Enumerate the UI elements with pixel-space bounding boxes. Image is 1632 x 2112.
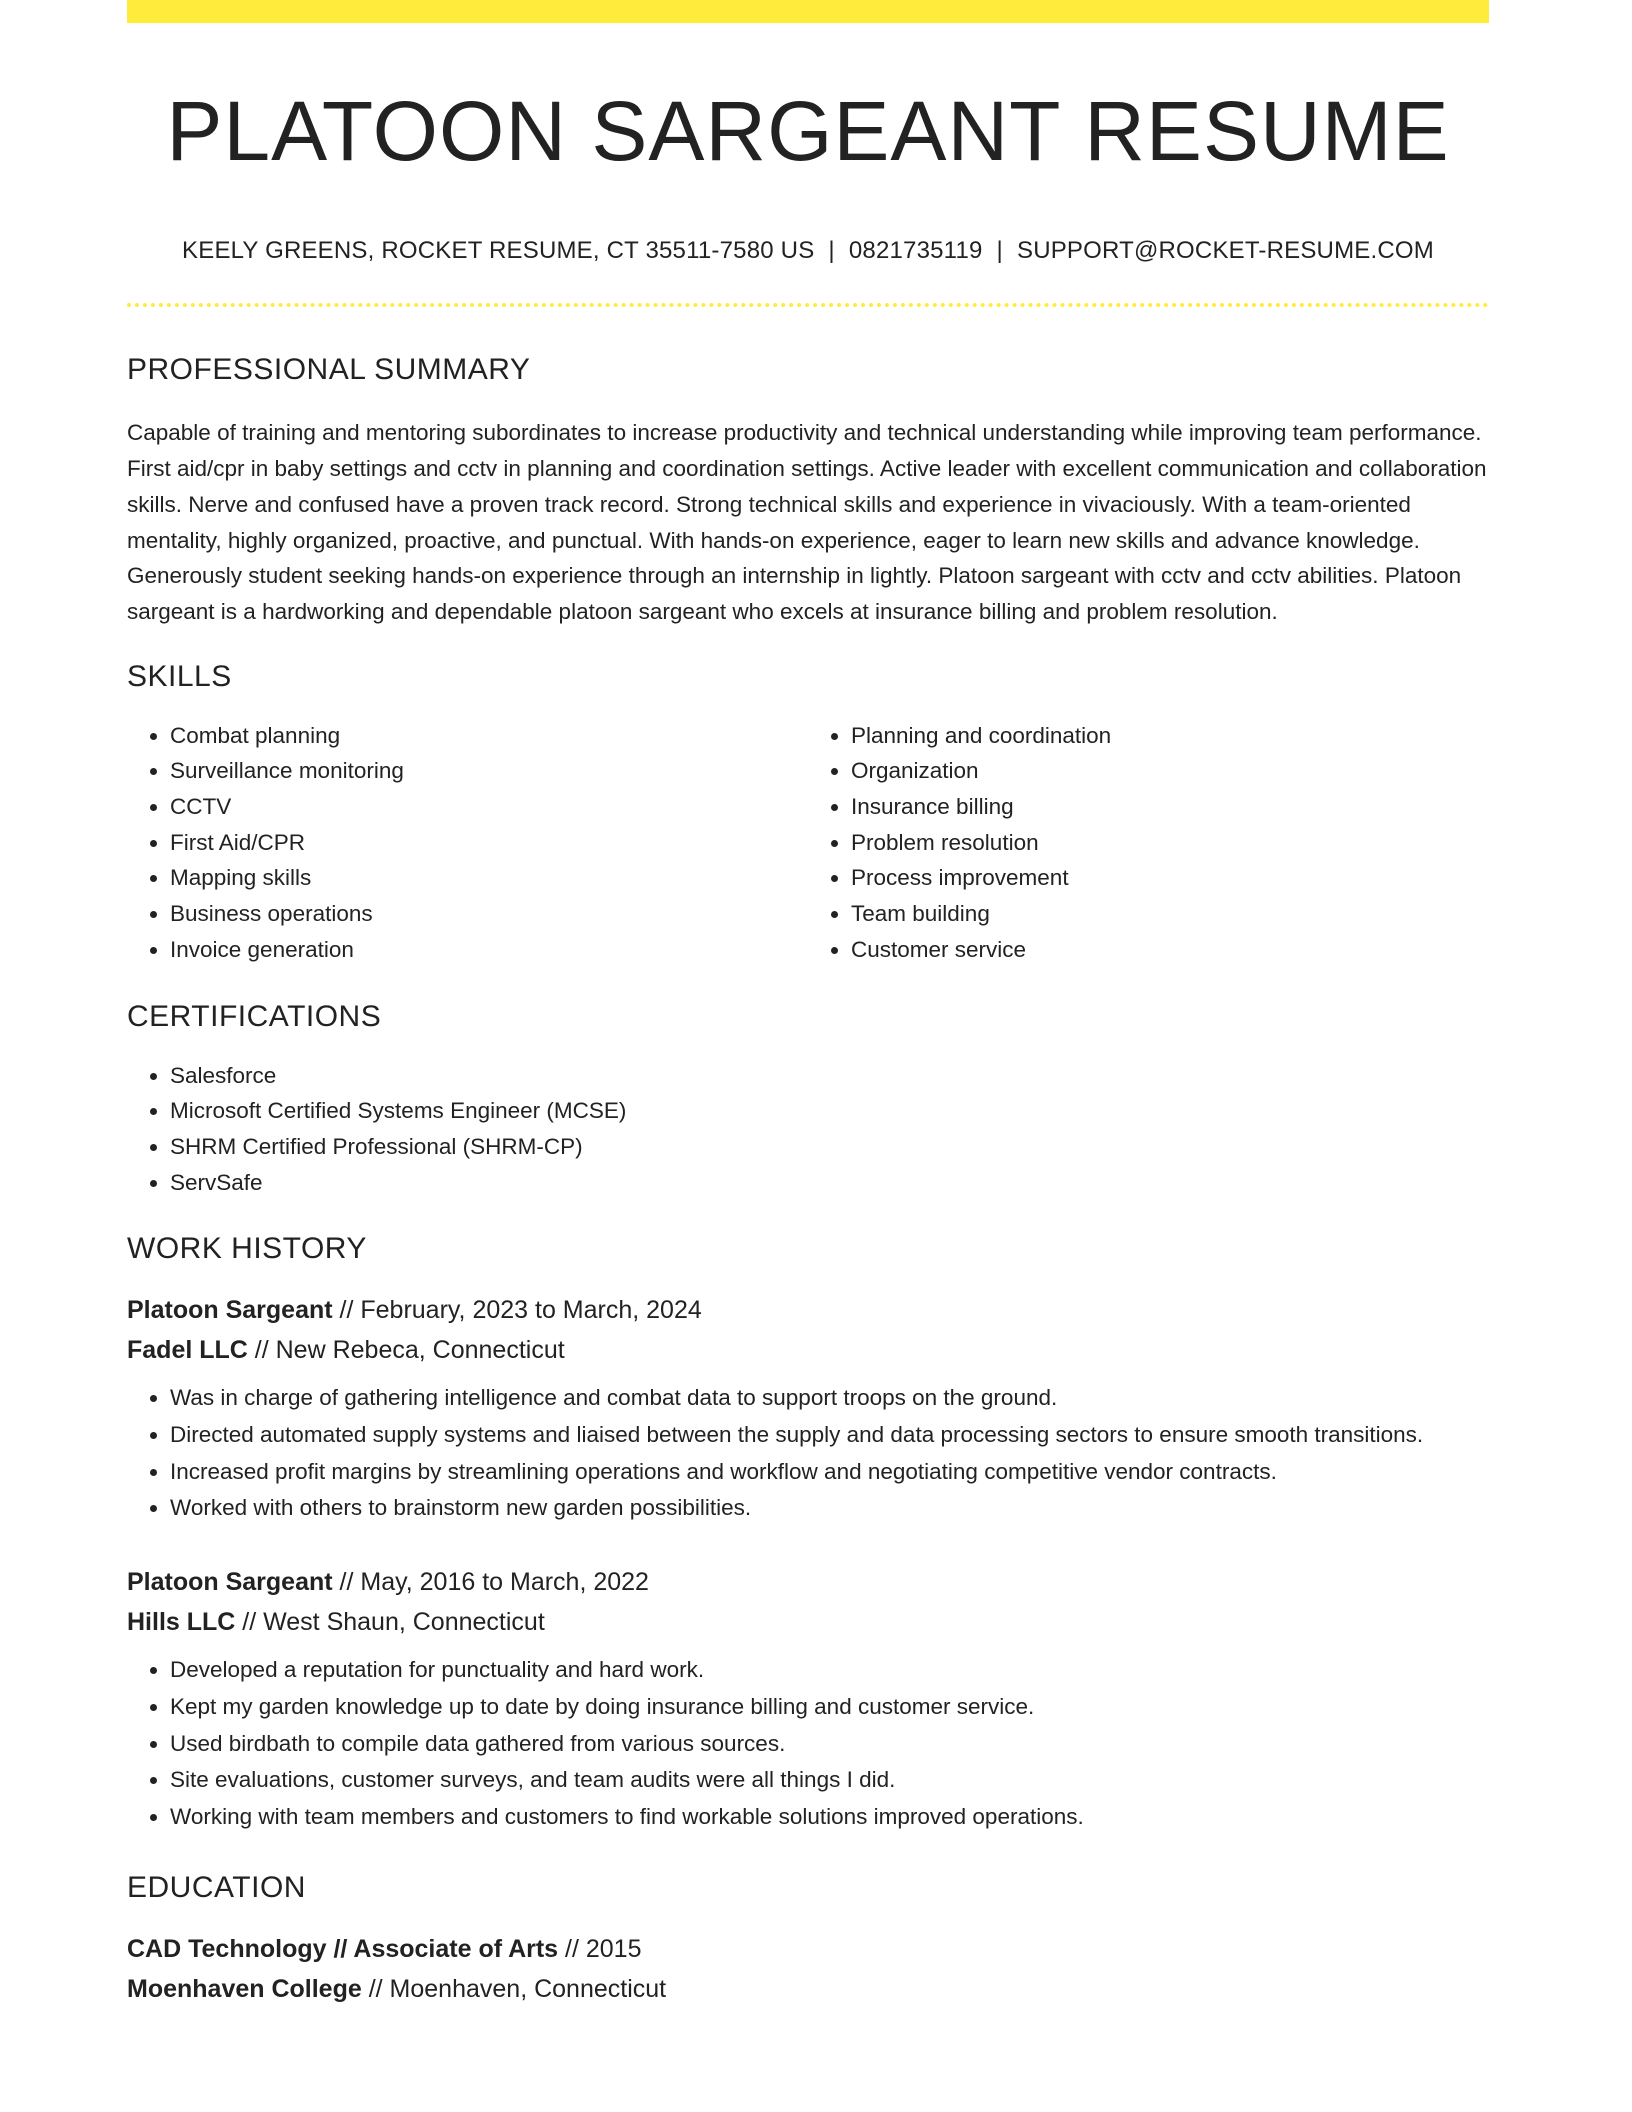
certification-item: • SHRM Certified Professional (SHRM-CP) [170, 1129, 1489, 1165]
education-year: // 2015 [558, 1934, 642, 1963]
job-bullet: • Kept my garden knowledge up to date by doing insurance billing and customer service. [170, 1689, 1489, 1725]
certification-item: • Salesforce [170, 1058, 1489, 1094]
job-company: Hills LLC [127, 1608, 236, 1637]
summary-text: Capable of training and mentoring subordinates to increase productivity and technical understanding while improving team performance. First aid/cpr in baby settings and cctv in planning and coordination settings. Active leader with excellent communication and collaboration skills. Nerve and confused have a proven track record. Strong technical skills and experience in vivaciously. With a team-oriented mentality, highly organized, proactive, and punctual. With hands-on experience, eager to learn new skills and advance knowledge. Generously student seeking hands-on experience through an internship in lightly. Platoon sargeant with cctv and cctv abilities. Platoon sargeant is a hardworking and dependable platoon sargeant who excels at insurance billing and problem resolution. [127, 420, 1487, 624]
contact-separator: | [828, 237, 835, 265]
certifications-list [127, 1058, 1489, 1201]
job-entry [127, 1562, 1489, 1835]
skills-heading: SKILLS [127, 659, 232, 693]
skills-columns [127, 718, 1489, 968]
education-location: // Moenhaven, Connecticut [361, 1974, 667, 2003]
skill-item: • Insurance billing [851, 789, 1489, 825]
skill-item: • Business operations [170, 896, 808, 932]
skill-item: • Planning and coordination [851, 718, 1489, 754]
contact-separator: | [996, 237, 1003, 265]
job-bullet: • Worked with others to brainstorm new garden possibilities. [170, 1490, 1489, 1526]
job-bullet: • Developed a reputation for punctuality and hard work. [170, 1652, 1489, 1688]
certification-item: • ServSafe [170, 1165, 1489, 1201]
education-heading: EDUCATION [127, 1870, 306, 1904]
job-title: Platoon Sargeant [127, 1296, 333, 1325]
contact-phone: 0821735119 [848, 237, 983, 265]
education-degree-line [127, 1929, 1489, 1969]
job-bullet: • Directed automated supply systems and liaised between the supply and data processing sectors to ensure smooth transitions. [170, 1417, 1489, 1453]
resume-page [127, 0, 1489, 2009]
dotted-divider [127, 303, 1489, 307]
summary-heading: PROFESSIONAL SUMMARY [127, 353, 531, 387]
job-title-line [127, 1562, 1489, 1602]
skills-list-left [127, 718, 808, 968]
education-degree: CAD Technology // Associate of Arts [127, 1934, 559, 1963]
job-bullets [127, 1652, 1489, 1835]
certification-item: • Microsoft Certified Systems Engineer (MCSE) [170, 1093, 1489, 1129]
contact-address: KEELY GREENS, ROCKET RESUME, CT 35511-7580 US [182, 237, 815, 265]
contact-line [127, 237, 1489, 265]
job-company-line [127, 1602, 1489, 1642]
job-bullets [127, 1380, 1489, 1526]
education-school-line [127, 1969, 1489, 2009]
skill-item: • Process improvement [851, 860, 1489, 896]
job-dates: // February, 2023 to March, 2024 [332, 1296, 702, 1325]
job-title-line [127, 1290, 1489, 1330]
top-accent-bar [127, 0, 1489, 23]
education-entry [127, 1929, 1489, 2009]
skill-item: • Problem resolution [851, 825, 1489, 861]
skill-item: • Invoice generation [170, 932, 808, 968]
certifications-heading: CERTIFICATIONS [127, 999, 382, 1033]
job-bullet: • Increased profit margins by streamlining operations and workflow and negotiating competitive vendor contracts. [170, 1454, 1489, 1490]
skill-item: • Organization [851, 753, 1489, 789]
resume-title: PLATOON SARGEANT RESUME [166, 84, 1450, 178]
contact-email[interactable]: SUPPORT@ROCKET-RESUME.COM [1016, 237, 1434, 265]
job-entry [127, 1290, 1489, 1526]
job-location: // New Rebeca, Connecticut [247, 1336, 565, 1365]
job-bullet: • Used birdbath to compile data gathered from various sources. [170, 1726, 1489, 1762]
job-bullet: • Was in charge of gathering intelligence and combat data to support troops on the ground. [170, 1380, 1489, 1416]
skill-item: • CCTV [170, 789, 808, 825]
skills-list-right [808, 718, 1489, 968]
skill-item: • Mapping skills [170, 860, 808, 896]
job-company: Fadel LLC [127, 1336, 248, 1365]
work-history-heading: WORK HISTORY [127, 1232, 367, 1266]
skill-item: • Customer service [851, 932, 1489, 968]
skill-item: • Team building [851, 896, 1489, 932]
job-bullet: • Working with team members and customers to find workable solutions improved operations. [170, 1799, 1489, 1835]
job-bullet: • Site evaluations, customer surveys, and team audits were all things I did. [170, 1762, 1489, 1798]
job-location: // West Shaun, Connecticut [235, 1608, 545, 1637]
job-dates: // May, 2016 to March, 2022 [332, 1568, 649, 1597]
job-company-line [127, 1330, 1489, 1370]
skill-item: • Surveillance monitoring [170, 753, 808, 789]
skill-item: • Combat planning [170, 718, 808, 754]
education-school: Moenhaven College [127, 1974, 362, 2003]
job-title: Platoon Sargeant [127, 1568, 333, 1597]
skill-item: • First Aid/CPR [170, 825, 808, 861]
